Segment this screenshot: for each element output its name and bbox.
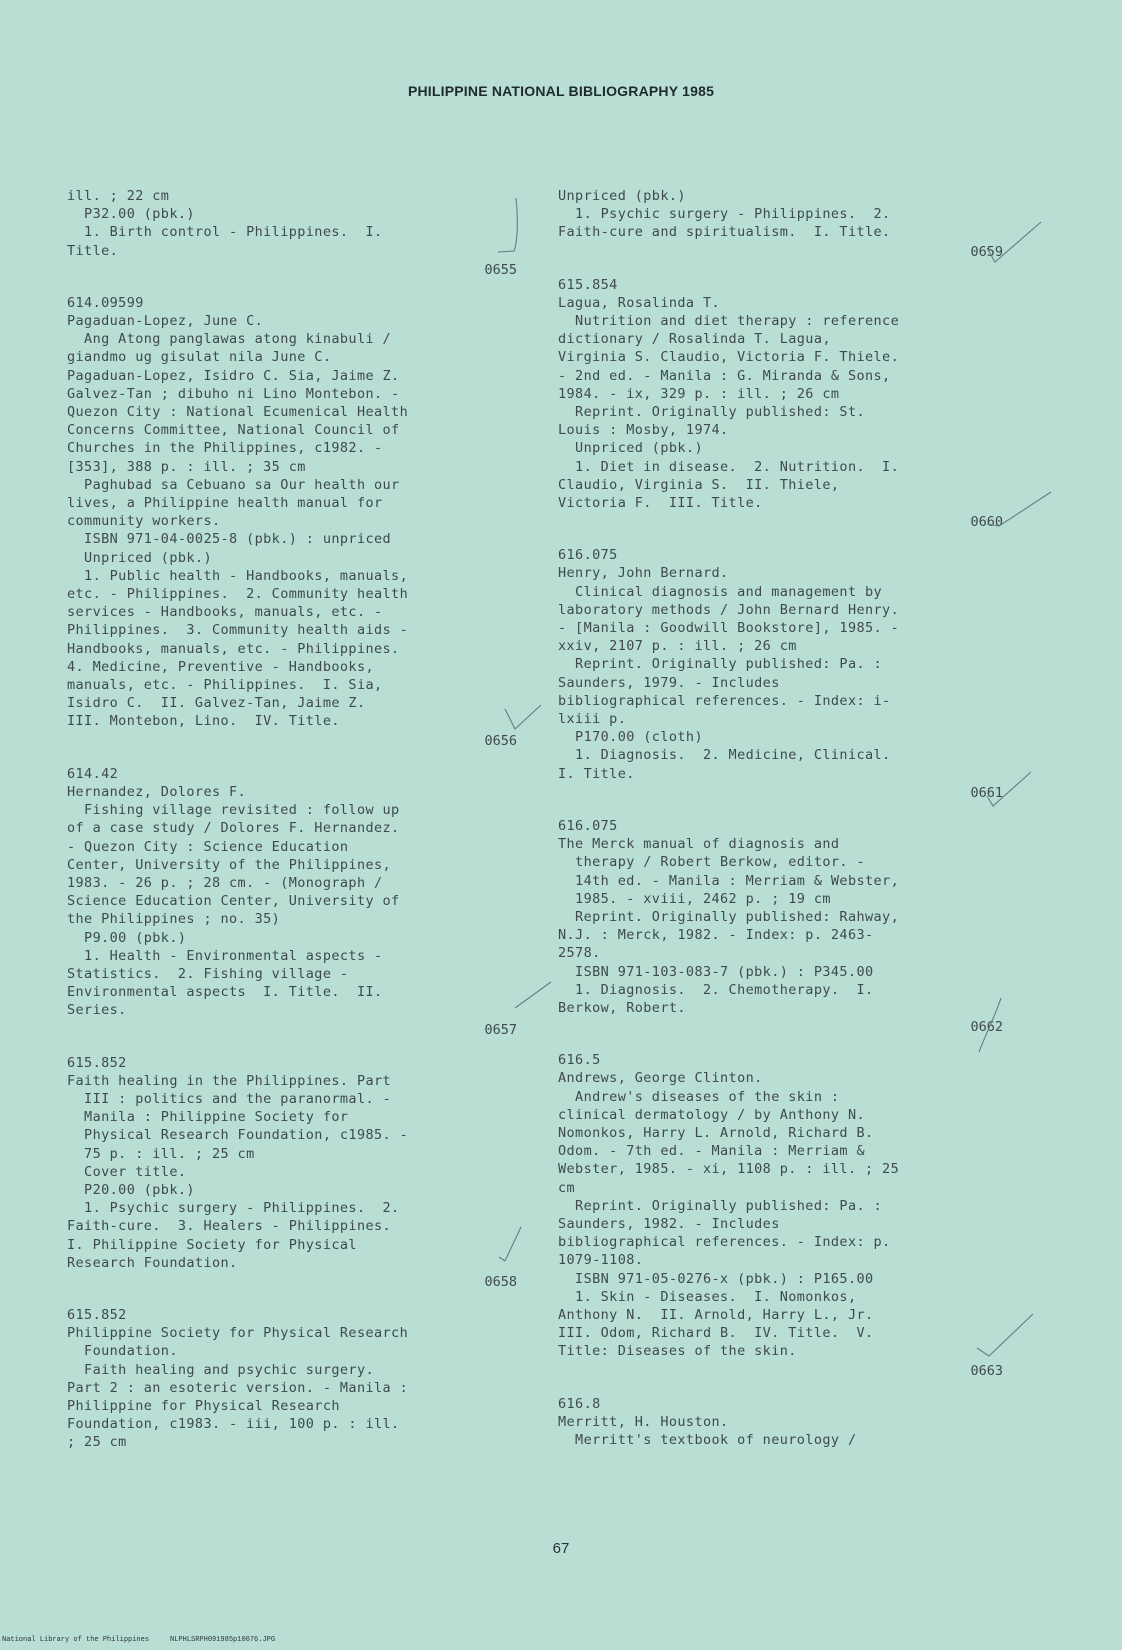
handwritten-check-mark-0656 xyxy=(503,703,543,733)
entry-line: xxiv, 2107 p. : ill. ; 26 cm xyxy=(558,638,797,655)
entry-line: Isidro C. II. Galvez-Tan, Jaime Z. xyxy=(67,695,366,712)
handwritten-check-mark-0661 xyxy=(985,770,1035,810)
entry-line: Andrews, George Clinton. xyxy=(558,1070,763,1087)
entry-line: dictionary / Rosalinda T. Lagua, xyxy=(558,331,831,348)
right-column xyxy=(558,187,1038,1463)
entry-number: 0658 xyxy=(484,1273,517,1290)
bibliography-entry xyxy=(558,187,1038,262)
entry-line: Quezon City : National Ecumenical Health xyxy=(67,404,409,421)
bibliography-entry xyxy=(67,294,547,751)
entry-line: 1985. - xviii, 2462 p. ; 19 cm xyxy=(558,890,831,907)
entry-line: Saunders, 1979. - Includes xyxy=(558,674,780,691)
entry-line: 1079-1108. xyxy=(558,1252,644,1269)
entry-line: 615.854 xyxy=(558,276,618,293)
entry-line: P9.00 (pbk.) xyxy=(67,929,187,946)
entry-line: clinical dermatology / by Anthony N. xyxy=(558,1106,865,1123)
entry-number: 0661 xyxy=(970,784,1003,801)
entry-line: Faith-cure and spiritualism. I. Title. xyxy=(558,224,891,241)
entry-line: cm xyxy=(558,1179,576,1196)
entry-line: of a case study / Dolores F. Hernandez. xyxy=(67,820,400,837)
entry-line: Philippines. 3. Community health aids - xyxy=(67,622,409,639)
entry-line: Nomonkos, Harry L. Arnold, Richard B. xyxy=(558,1124,874,1141)
entry-line: 4. Medicine, Preventive - Handbooks, xyxy=(67,658,374,675)
entry-line: etc. - Philippines. 2. Community health xyxy=(67,586,409,603)
entry-line: 616.075 xyxy=(558,547,618,564)
entry-line: Reprint. Originally published: St. xyxy=(558,404,865,421)
entry-line: 1. Birth control - Philippines. I. xyxy=(67,224,383,241)
entry-line: Nutrition and diet therapy : reference xyxy=(558,313,900,330)
entry-line: lxiii p. xyxy=(558,711,627,728)
entry-line: Ang Atong panglawas atong kinabuli / xyxy=(67,331,392,348)
entry-line: Saunders, 1982. - Includes xyxy=(558,1215,780,1232)
entry-line: 616.5 xyxy=(558,1052,601,1069)
entry-number: 0663 xyxy=(970,1362,1003,1379)
handwritten-check-mark-0663 xyxy=(975,1312,1035,1360)
entry-line: Lagua, Rosalinda T. xyxy=(558,294,721,311)
entry-line: 1. Psychic surgery - Philippines. 2. xyxy=(67,1200,400,1217)
entry-number: 0655 xyxy=(484,261,517,278)
entry-line: [353], 388 p. : ill. ; 35 cm xyxy=(67,458,306,475)
entry-line: ISBN 971-05-0276-x (pbk.) : P165.00 xyxy=(558,1270,874,1287)
entry-line: Hernandez, Dolores F. xyxy=(67,783,247,800)
entry-line: Manila : Philippine Society for xyxy=(67,1109,349,1126)
entry-line: P20.00 (pbk.) xyxy=(67,1181,195,1198)
entry-line: P32.00 (pbk.) xyxy=(67,206,195,223)
entry-line: Foundation, c1983. - iii, 100 p. : ill. xyxy=(67,1416,400,1433)
entry-line: Webster, 1985. - xi, 1108 p. : ill. ; 25 xyxy=(558,1161,900,1178)
entry-line: ISBN 971-04-0025-8 (pbk.) : unpriced xyxy=(67,531,392,548)
entry-line: giandmo ug gisulat nila June C. xyxy=(67,349,332,366)
entry-line: - Quezon City : Science Education xyxy=(67,838,349,855)
entry-line: 1. Health - Environmental aspects - xyxy=(67,947,383,964)
entry-line: lives, a Philippine health manual for xyxy=(67,495,383,512)
entry-line: Physical Research Foundation, c1985. - xyxy=(67,1127,409,1144)
entry-line: Churches in the Philippines, c1982. - xyxy=(67,440,383,457)
entry-line: 14th ed. - Manila : Merriam & Webster, xyxy=(558,872,900,889)
bibliography-entry xyxy=(558,546,1038,803)
entry-line: P170.00 (cloth) xyxy=(558,729,703,746)
entry-line: Galvez-Tan ; dibuho ni Lino Montebon. - xyxy=(67,385,400,402)
entry-line: bibliographical references. - Index: i- xyxy=(558,692,891,709)
entry-line: 1. Public health - Handbooks, manuals, xyxy=(67,567,409,584)
entry-line: Handbooks, manuals, etc. - Philippines. xyxy=(67,640,400,657)
entry-number: 0656 xyxy=(484,732,517,749)
bibliography-entry xyxy=(67,1306,547,1452)
entry-line: N.J. : Merck, 1982. - Index: p. 2463- xyxy=(558,927,874,944)
entry-line: Merritt's textbook of neurology / xyxy=(558,1431,857,1448)
entry-line: Unpriced (pbk.) xyxy=(67,549,212,566)
entry-line: 615.852 xyxy=(67,1054,127,1071)
entry-line: 1983. - 26 p. ; 28 cm. - (Monograph / xyxy=(67,874,383,891)
entry-number: 0660 xyxy=(970,514,1003,531)
entry-line: - 2nd ed. - Manila : G. Miranda & Sons, xyxy=(558,367,891,384)
entry-number: 0662 xyxy=(970,1019,1003,1036)
entry-number: 0659 xyxy=(970,243,1003,260)
entry-line: Center, University of the Philippines, xyxy=(67,856,392,873)
entry-line: 616.075 xyxy=(558,817,618,834)
entry-line: Fishing village revisited : follow up xyxy=(67,802,400,819)
entry-line: ISBN 971-103-083-7 (pbk.) : P345.00 xyxy=(558,963,874,980)
entry-line: Concerns Committee, National Council of xyxy=(67,422,400,439)
entry-line: Odom. - 7th ed. - Manila : Merriam & xyxy=(558,1143,865,1160)
entry-line: Pagaduan-Lopez, Isidro C. Sia, Jaime Z. xyxy=(67,367,400,384)
entry-line: Reprint. Originally published: Pa. : xyxy=(558,656,883,673)
entry-line: The Merck manual of diagnosis and xyxy=(558,836,840,853)
entry-line: bibliographical references. - Index: p. xyxy=(558,1234,891,1251)
entry-line: Clinical diagnosis and management by xyxy=(558,583,883,600)
handwritten-check-mark-0659 xyxy=(985,218,1045,268)
entry-line: Unpriced (pbk.) xyxy=(558,440,703,457)
handwritten-check-mark-0657 xyxy=(513,980,553,1010)
entry-line: Henry, John Bernard. xyxy=(558,565,729,582)
handwritten-check-mark-0655 xyxy=(496,196,526,256)
entry-line: 1. Diagnosis. 2. Medicine, Clinical. xyxy=(558,747,891,764)
entry-line: Anthony N. II. Arnold, Harry L., Jr. xyxy=(558,1306,874,1323)
entry-line: Reprint. Originally published: Rahway, xyxy=(558,908,900,925)
entry-line: III : politics and the paranormal. - xyxy=(67,1090,392,1107)
entry-line: manuals, etc. - Philippines. I. Sia, xyxy=(67,677,383,694)
entry-line: Cover title. xyxy=(67,1163,187,1180)
entry-line: Philippine Society for Physical Research xyxy=(67,1325,409,1342)
entry-line: I. Philippine Society for Physical xyxy=(67,1236,357,1253)
entry-line: Title: Diseases of the skin. xyxy=(558,1343,797,1360)
entry-line: Series. xyxy=(67,1002,127,1019)
entry-line: laboratory methods / John Bernard Henry. xyxy=(558,601,900,618)
entry-line: Foundation. xyxy=(67,1343,178,1360)
entry-line: Claudio, Virginia S. II. Thiele, xyxy=(558,476,840,493)
entry-line: 2578. xyxy=(558,945,601,962)
entry-line: - [Manila : Goodwill Bookstore], 1985. - xyxy=(558,620,900,637)
entry-line: Unpriced (pbk.) xyxy=(558,188,686,204)
entry-line: Berkow, Robert. xyxy=(558,999,686,1016)
entry-line: Merritt, H. Houston. xyxy=(558,1413,729,1430)
entry-line: 1. Diet in disease. 2. Nutrition. I. xyxy=(558,458,900,475)
handwritten-check-mark-0660 xyxy=(985,488,1055,530)
entry-line: Louis : Mosby, 1974. xyxy=(558,422,729,439)
entry-line: therapy / Robert Berkow, editor. - xyxy=(558,854,865,871)
entry-line: Part 2 : an esoteric version. - Manila : xyxy=(67,1379,409,1396)
entry-line: Environmental aspects I. Title. II. xyxy=(67,984,383,1001)
bibliography-entry xyxy=(558,817,1038,1037)
entry-line: ; 25 cm xyxy=(67,1434,127,1451)
entry-line: 615.852 xyxy=(67,1306,127,1323)
page-number: 67 xyxy=(552,1540,570,1557)
entry-line: 614.09599 xyxy=(67,294,144,311)
entry-line: Faith healing and psychic surgery. xyxy=(67,1361,374,1378)
bibliography-entry xyxy=(67,1054,547,1292)
entry-number: 0657 xyxy=(484,1021,517,1038)
entry-line: 616.8 xyxy=(558,1395,601,1412)
entry-line: Statistics. 2. Fishing village - xyxy=(67,965,349,982)
bibliography-entry xyxy=(558,1051,1038,1380)
entry-line: Faith healing in the Philippines. Part xyxy=(67,1072,392,1089)
page-header-title: PHILIPPINE NATIONAL BIBLIOGRAPHY 1985 xyxy=(407,83,715,99)
entry-line: Science Education Center, University of xyxy=(67,893,400,910)
entry-line: Paghubad sa Cebuano sa Our health our xyxy=(67,476,400,493)
entry-line: Reprint. Originally published: Pa. : xyxy=(558,1197,883,1214)
entry-line: Research Foundation. xyxy=(67,1254,238,1271)
entry-line: Andrew's diseases of the skin : xyxy=(558,1088,840,1105)
handwritten-check-mark-0662 xyxy=(975,996,1005,1056)
entry-line: the Philippines ; no. 35) xyxy=(67,911,281,928)
entry-line: ill. ; 22 cm xyxy=(67,188,170,204)
left-column xyxy=(67,187,547,1466)
entry-line: 1. Diagnosis. 2. Chemotherapy. I. xyxy=(558,981,874,998)
entry-line: 1984. - ix, 329 p. : ill. ; 26 cm xyxy=(558,385,840,402)
entry-line: 1. Skin - Diseases. I. Nomonkos, xyxy=(558,1288,857,1305)
entry-line: Victoria F. III. Title. xyxy=(558,495,763,512)
entry-line: services - Handbooks, manuals, etc. - xyxy=(67,604,383,621)
entry-line: Faith-cure. 3. Healers - Philippines. xyxy=(67,1218,392,1235)
bibliography-entry xyxy=(67,765,547,1040)
entry-line: Pagaduan-Lopez, June C. xyxy=(67,313,264,330)
entry-line: Virginia S. Claudio, Victoria F. Thiele. xyxy=(558,349,900,366)
entry-line: community workers. xyxy=(67,513,221,530)
handwritten-check-mark-0658 xyxy=(495,1225,525,1265)
scan-footer: National Library of the Philippines NLPHLSRPH091985p10076.JPG xyxy=(2,1636,276,1644)
entry-line: Title. xyxy=(67,242,119,259)
bibliography-entry xyxy=(558,276,1038,533)
bibliography-entry xyxy=(67,187,547,280)
entry-line: 75 p. : ill. ; 25 cm xyxy=(67,1145,255,1162)
entry-line: 614.42 xyxy=(67,765,119,782)
bibliography-entry xyxy=(558,1395,1038,1450)
entry-line: III. Odom, Richard B. IV. Title. V. xyxy=(558,1325,874,1342)
entry-line: III. Montebon, Lino. IV. Title. xyxy=(67,713,340,730)
entry-line: 1. Psychic surgery - Philippines. 2. xyxy=(558,206,891,223)
entry-line: Philippine for Physical Research xyxy=(67,1397,340,1414)
entry-line: I. Title. xyxy=(558,765,635,782)
